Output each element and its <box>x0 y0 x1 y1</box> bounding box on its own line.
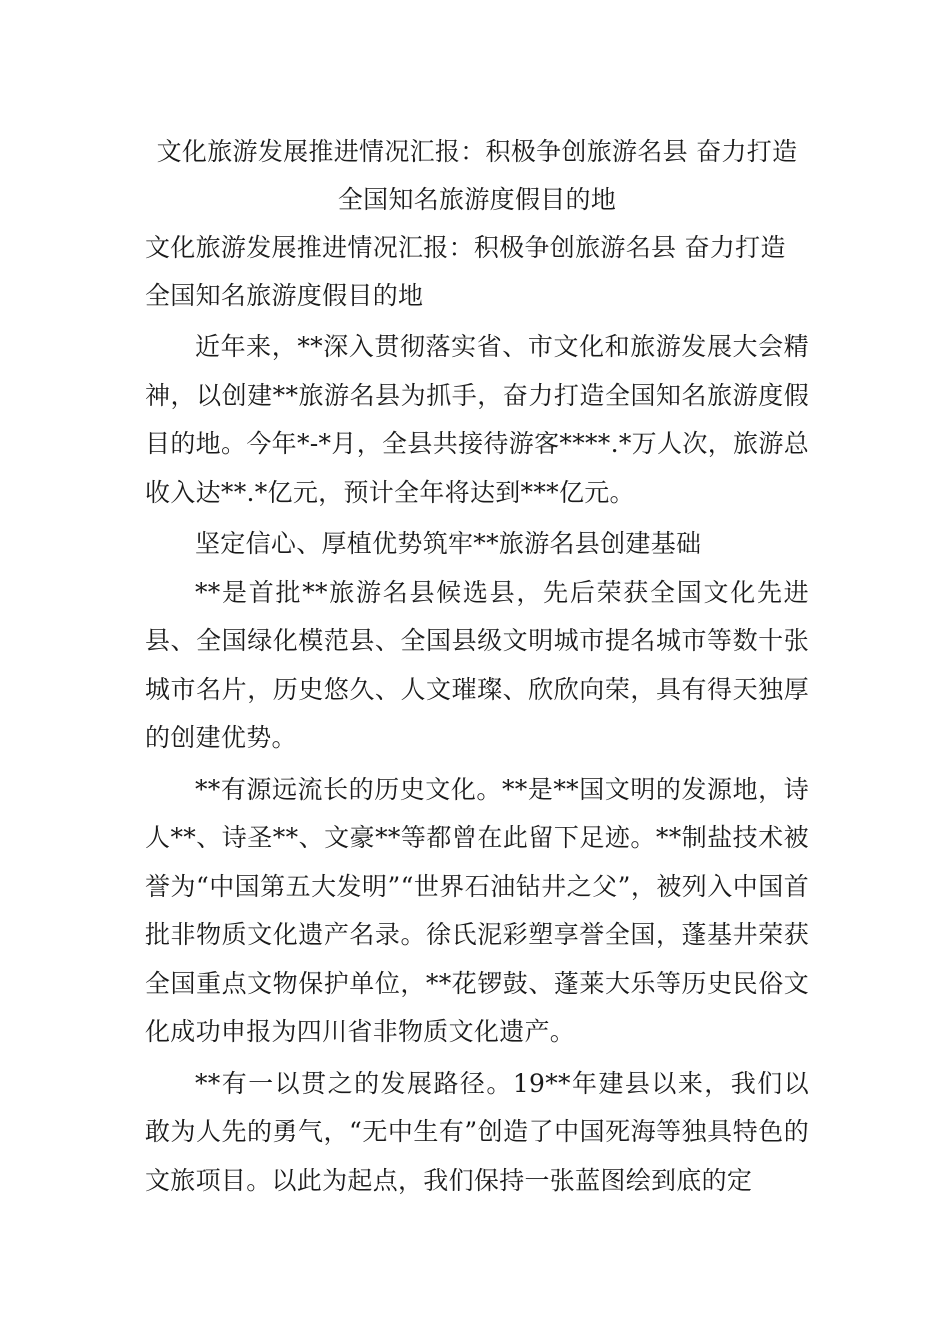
title-line-2: 全国知名旅游度假目的地 <box>337 185 617 214</box>
paragraph-history-culture: **有源远流长的历史文化。**是**国文明的发源地，诗人**、诗圣**、文豪**等都曾在此留下足迹。**制盐技术被誉为“中国第五大发明”“世界石油钻井之父”，被列入中国首批非物质文化遗产名录。徐氏泥彩塑享誉全国，蓬基井荣获全国重点文物保护单位，**花锣鼓、蓬莱大乐等历史民俗文化成功申报为四川省非物质文化遗产。 <box>145 774 809 1046</box>
paragraph-candidate-county: **是首批**旅游名县候选县，先后荣获全国文化先进县、全国绿化模范县、全国县级文明城市提名城市等数十张城市名片，历史悠久、人文璀璨、欣欣向荣，具有得天独厚的创建优势。 <box>145 577 809 752</box>
paragraph-development-path: **有一以贯之的发展路径。19**年建县以来，我们以敢为人先的勇气，“无中生有”创造了中国死海等独具特色的文旅项目。以此为起点，我们保持一张蓝图绘到底的定 <box>145 1068 809 1195</box>
subtitle-line-1: 文化旅游发展推进情况汇报：积极争创旅游名县 奋力打造 <box>145 233 786 262</box>
document-title <box>145 128 809 224</box>
subtitle-line-2: 全国知名旅游度假目的地 <box>145 281 424 310</box>
paragraph-intro: 近年来，**深入贯彻落实省、市文化和旅游发展大会精神，以创建**旅游名县为抓手，奋力打造全国知名旅游度假目的地。今年*-*月，全县共接待游客****.*万人次，旅游总收入达**.*亿元，预计全年将达到***亿元。 <box>145 332 809 507</box>
section-heading: 坚定信心、厚植优势筑牢**旅游名县创建基础 <box>195 529 702 558</box>
title-line-1: 文化旅游发展推进情况汇报：积极争创旅游名县 奋力打造 <box>156 137 798 166</box>
document-body <box>145 128 809 1205</box>
document-subtitle <box>145 224 809 320</box>
